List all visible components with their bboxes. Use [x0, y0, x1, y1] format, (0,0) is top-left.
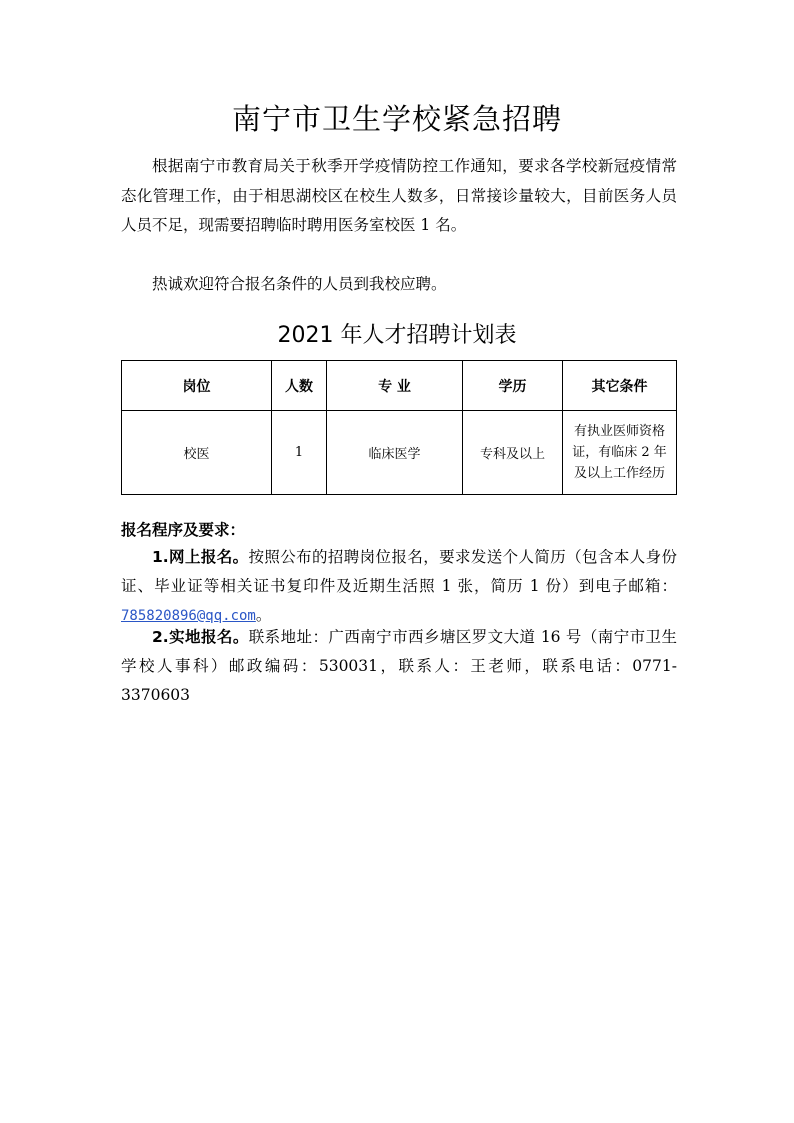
- header-major: 专 业: [327, 361, 463, 411]
- intro-paragraph: 根据南宁市教育局关于秋季开学疫情防控工作通知，要求各学校新冠疫情常态化管理工作，由于相思湖校区在校生人数多，日常接诊量较大，目前医务人员人员不足，现需要招聘临时聘用医务室校医 1 名。: [121, 157, 677, 234]
- requirements-heading: 报名程序及要求：: [121, 521, 246, 539]
- cell-major: 临床医学: [327, 411, 463, 495]
- header-count: 人数: [272, 361, 327, 411]
- requirement-onsite-text: 联系地址：广西南宁市西乡塘区罗文大道 16 号（南宁市卫生学校人事科）邮政编码：530031，联系人：王老师，联系电话：0771-3370603: [121, 628, 677, 704]
- cell-conditions: 有执业医师资格证，有临床 2 年及以上工作经历: [563, 411, 677, 495]
- requirement-online-text: 按照公布的招聘岗位报名，要求发送个人简历（包含本人身份证、毕业证等相关证书复印件及近期生活照 1 张，简历 1 份）到电子邮箱：: [121, 548, 677, 595]
- header-conditions: 其它条件: [563, 361, 677, 411]
- cell-education: 专科及以上: [463, 411, 563, 495]
- page-title: 南宁市卫生学校紧急招聘: [231, 102, 562, 136]
- requirement-onsite: [121, 623, 677, 710]
- cell-position: 校医: [122, 411, 272, 495]
- table-title: 2021 年人才招聘计划表: [277, 323, 517, 348]
- requirement-online-suffix: 。: [255, 606, 272, 624]
- recruitment-plan-table: [121, 360, 677, 495]
- header-education: 学历: [463, 361, 563, 411]
- email-link[interactable]: 785820896@qq.com: [121, 608, 256, 624]
- header-position: 岗位: [122, 361, 272, 411]
- cell-count: 1: [272, 411, 327, 495]
- welcome-paragraph: 热诚欢迎符合报名条件的人员到我校应聘。: [152, 275, 447, 293]
- requirement-online: [121, 543, 677, 631]
- table-header-row: [122, 361, 677, 411]
- requirement-online-label: 1.网上报名。: [152, 548, 249, 566]
- table-row: [122, 411, 677, 495]
- requirement-onsite-label: 2.实地报名。: [152, 628, 249, 646]
